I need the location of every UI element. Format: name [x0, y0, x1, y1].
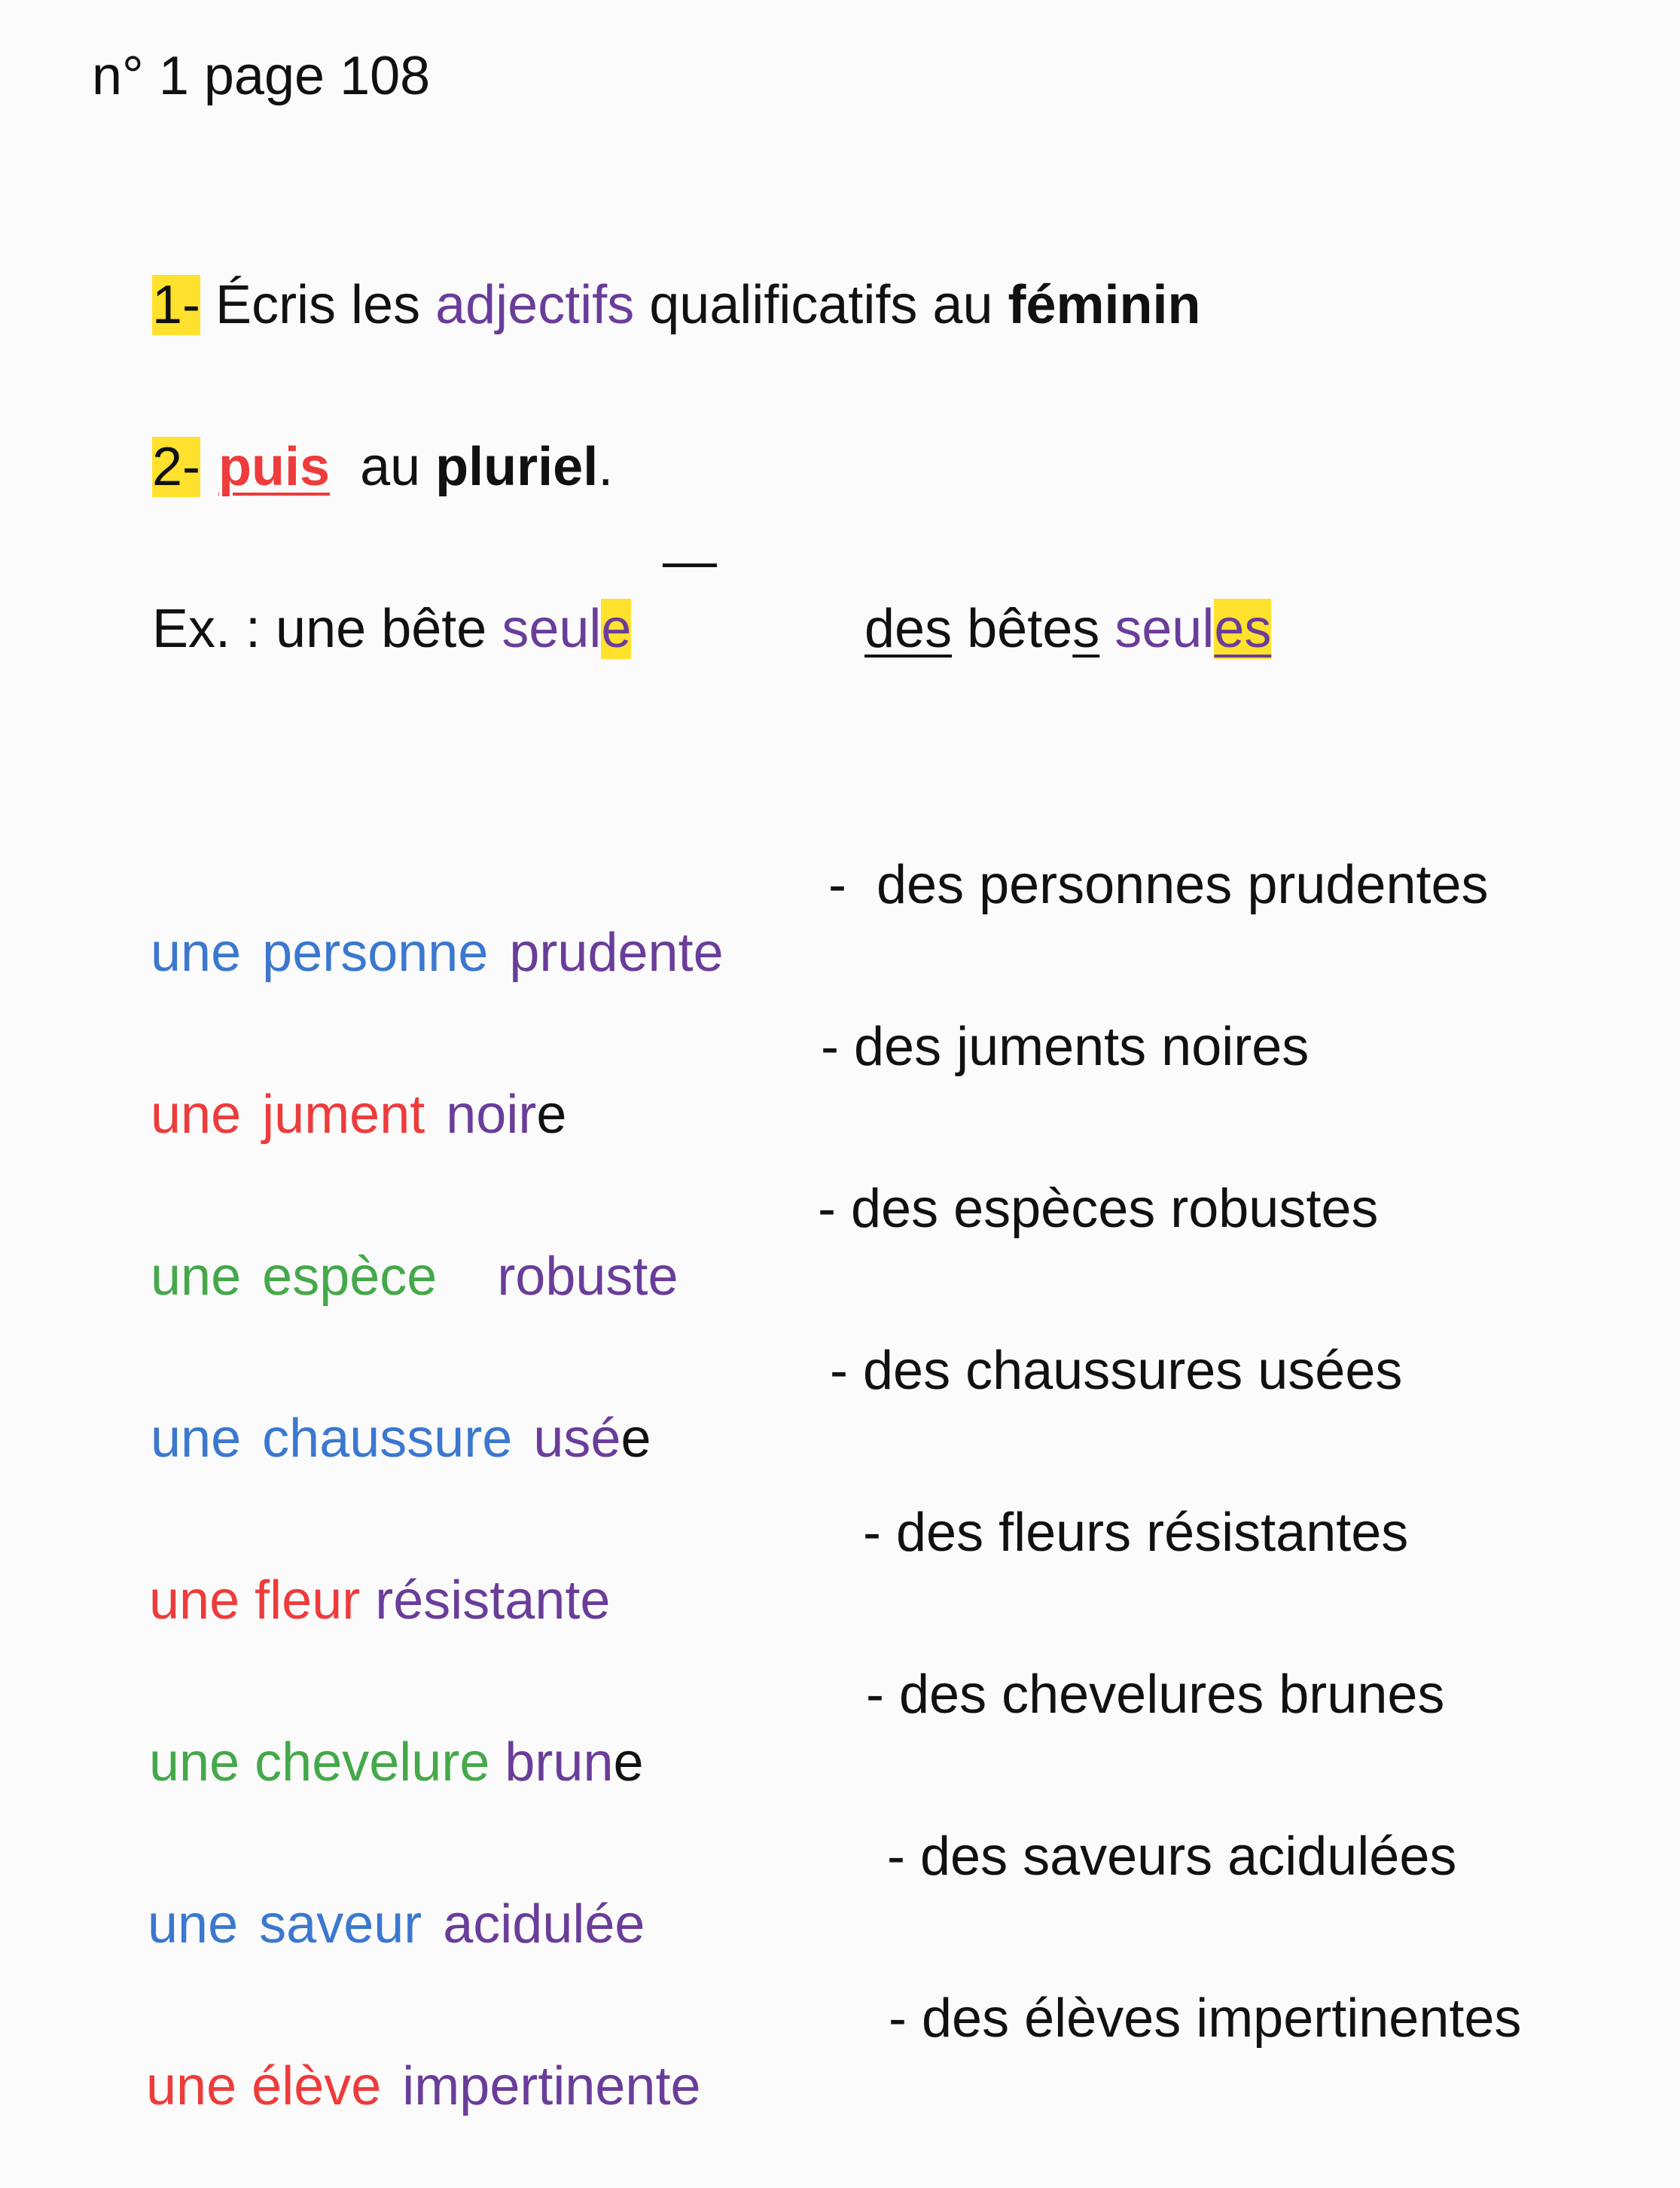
row-determiner: une	[146, 2056, 237, 2116]
row-adjective-ending: e	[613, 1732, 644, 1793]
example-dash: —	[663, 531, 717, 591]
row-plural: - des espèces robustes	[818, 1179, 1379, 1239]
row-plural: - des juments noires	[821, 1017, 1310, 1077]
row-determiner: une	[148, 1894, 239, 1955]
row-noun: saveur	[259, 1894, 422, 1955]
step-2-pluriel-word: pluriel	[435, 437, 599, 497]
example-prefix: Ex. : une bête	[152, 599, 502, 659]
row-plural: - des saveurs acidulées	[887, 1826, 1457, 1887]
row-determiner: une	[151, 1085, 242, 1145]
row-determiner: une	[149, 1570, 240, 1631]
row-noun: espèce	[262, 1247, 438, 1307]
row-adjective: prudente	[509, 923, 724, 983]
row-adjective: résistante	[375, 1570, 611, 1631]
row-adjective-ending: e	[620, 1408, 651, 1469]
example-line	[92, 527, 631, 731]
step-2-puis-word: puis	[218, 437, 331, 497]
row-determiner: une	[151, 1408, 242, 1469]
example-e-ending: e	[601, 599, 632, 659]
row-noun: chaussure	[262, 1408, 513, 1469]
example-bete-stem: bête	[952, 599, 1073, 659]
row-noun: élève	[252, 2056, 382, 2116]
row-adjective: acidulée	[443, 1894, 645, 1955]
step-2-number: 2-	[152, 437, 201, 497]
row-plural: - des chevelures brunes	[866, 1665, 1445, 1725]
example-seul-plural: seul	[1099, 599, 1215, 659]
row-determiner: une	[151, 1247, 242, 1307]
example-des: des	[864, 599, 953, 659]
row-adjective: usé	[533, 1408, 621, 1469]
row-noun: jument	[262, 1085, 425, 1145]
row-adjective: brun	[505, 1732, 614, 1793]
row-plural: - des élèves impertinentes	[889, 1988, 1522, 2049]
step-2-period: .	[598, 437, 614, 497]
row-noun: chevelure	[255, 1732, 490, 1793]
row-plural: - des chaussures usées	[830, 1341, 1403, 1401]
step-1-adjectifs-word: adjectifs	[435, 275, 635, 335]
row-determiner: une	[151, 923, 242, 983]
step-1-number: 1-	[152, 275, 201, 335]
step-1-feminin-word: féminin	[1008, 275, 1201, 335]
row-noun: fleur	[255, 1570, 361, 1631]
example-s-ending: s	[1072, 599, 1100, 659]
row-plural: - des fleurs résistantes	[863, 1503, 1409, 1563]
step-1-text-b: qualificatifs au	[634, 275, 1008, 335]
list-item	[86, 1985, 701, 2188]
row-adjective: robuste	[497, 1247, 678, 1307]
row-adjective: impertinente	[402, 2056, 701, 2116]
row-adjective-ending: e	[536, 1085, 567, 1145]
example-es-ending: es	[1214, 599, 1272, 659]
example-seul: seul	[502, 599, 602, 659]
row-plural: - des personnes prudentes	[828, 855, 1489, 915]
row-adjective: noir	[446, 1085, 537, 1145]
example-plural	[804, 527, 1271, 731]
row-determiner: une	[149, 1732, 240, 1793]
page-title: n° 1 page 108	[92, 46, 431, 106]
step-2-text-a: au	[330, 437, 436, 497]
step-1-text-a: Écris les	[200, 275, 436, 335]
row-noun: personne	[262, 923, 489, 983]
